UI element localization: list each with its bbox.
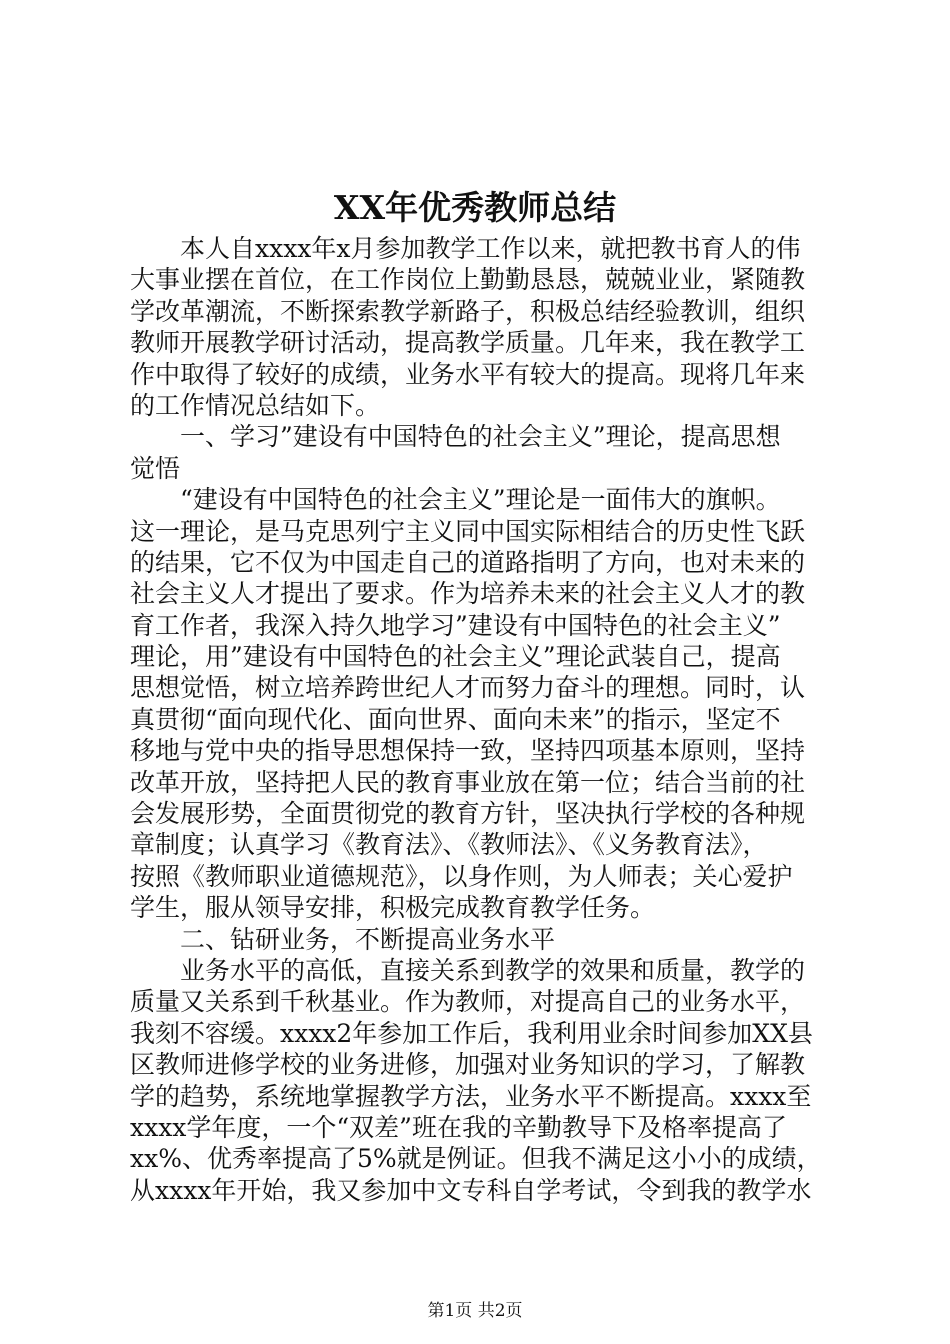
body-line: 按照《教师职业道德规范》，以身作则，为人师表；关心爱护	[130, 861, 793, 891]
page-number-footer: 第1页 共2页	[427, 1301, 523, 1321]
section-heading-line: 觉悟	[130, 453, 181, 483]
body-line: 本人自xxxx年x月参加教学工作以来，就把教书育人的伟	[130, 234, 801, 263]
body-line: 真贯彻“面向现代化、面向世界、面向未来”的指示，坚定不	[130, 704, 781, 734]
body-line: 学改革潮流，不断探索教学新路子，积极总结经验教训，组织	[130, 296, 806, 326]
body-line: 章制度；认真学习《教育法》、《教师法》、《义务教育法》，	[130, 830, 768, 860]
body-line: 理论，用”建设有中国特色的社会主义”理论武装自己，提高	[130, 642, 781, 672]
body-line: 教师开展教学研讨活动，提高教学质量。几年来，我在教学工	[130, 328, 806, 358]
body-line: 这一理论，是马克思列宁主义同中国实际相结合的历史性飞跃	[130, 516, 806, 546]
body-line: xx%、优秀率提高了5%就是例证。但我不满足这小小的成绩，	[130, 1144, 822, 1174]
body-line: 社会主义人才提出了要求。作为培养未来的社会主义人才的教	[130, 579, 806, 609]
body-line: 学生，服从领导安排，积极完成教育教学任务。	[130, 893, 656, 923]
body-line: 我刻不容缓。xxxx2年参加工作后，我利用业余时间参加XX县	[130, 1018, 813, 1048]
body-line: 思想觉悟，树立培养跨世纪人才而努力奋斗的理想。同时，认	[130, 673, 806, 703]
body-line: 大事业摆在首位，在工作岗位上勤勤恳恳，兢兢业业，紧随教	[130, 265, 806, 295]
body-line: 移地与党中央的指导思想保持一致，坚持四项基本原则，坚持	[130, 736, 806, 766]
body-line: 育工作者，我深入持久地学习”建设有中国特色的社会主义”	[130, 610, 781, 640]
body-line: “建设有中国特色的社会主义”理论是一面伟大的旗帜。	[130, 485, 781, 515]
body-line: 改革开放，坚持把人民的教育事业放在第一位；结合当前的社	[130, 767, 806, 797]
section-heading-line: 一、学习”建设有中国特色的社会主义”理论，提高思想	[130, 422, 781, 452]
section-heading-line: 二、钻研业务，不断提高业务水平	[130, 924, 556, 954]
body-line: 的工作情况总结如下。	[130, 390, 381, 420]
body-line: 的结果，它不仅为中国走自己的道路指明了方向，也对未来的	[130, 547, 806, 577]
body-line: 质量又关系到千秋基业。作为教师，对提高自己的业务水平，	[130, 987, 806, 1017]
body-line: 业务水平的高低，直接关系到教学的效果和质量，教学的	[130, 955, 806, 985]
body-line: 会发展形势，全面贯彻党的教育方针，坚决执行学校的各种规	[130, 799, 806, 829]
body-line: 作中取得了较好的成绩，业务水平有较大的提高。现将几年来	[130, 359, 806, 389]
document-body	[130, 233, 826, 1206]
body-line: 从xxxx年开始，我又参加中文专科自学考试，令到我的教学水	[130, 1175, 812, 1205]
body-line: xxxx学年度，一个“双差”班在我的辛勤教导下及格率提高了	[130, 1112, 787, 1142]
body-line: 学的趋势，系统地掌握教学方法，业务水平不断提高。xxxx至	[130, 1081, 812, 1111]
document-title: XX年优秀教师总结	[333, 188, 617, 227]
body-line: 区教师进修学校的业务进修，加强对业务知识的学习，了解教	[130, 1050, 806, 1080]
